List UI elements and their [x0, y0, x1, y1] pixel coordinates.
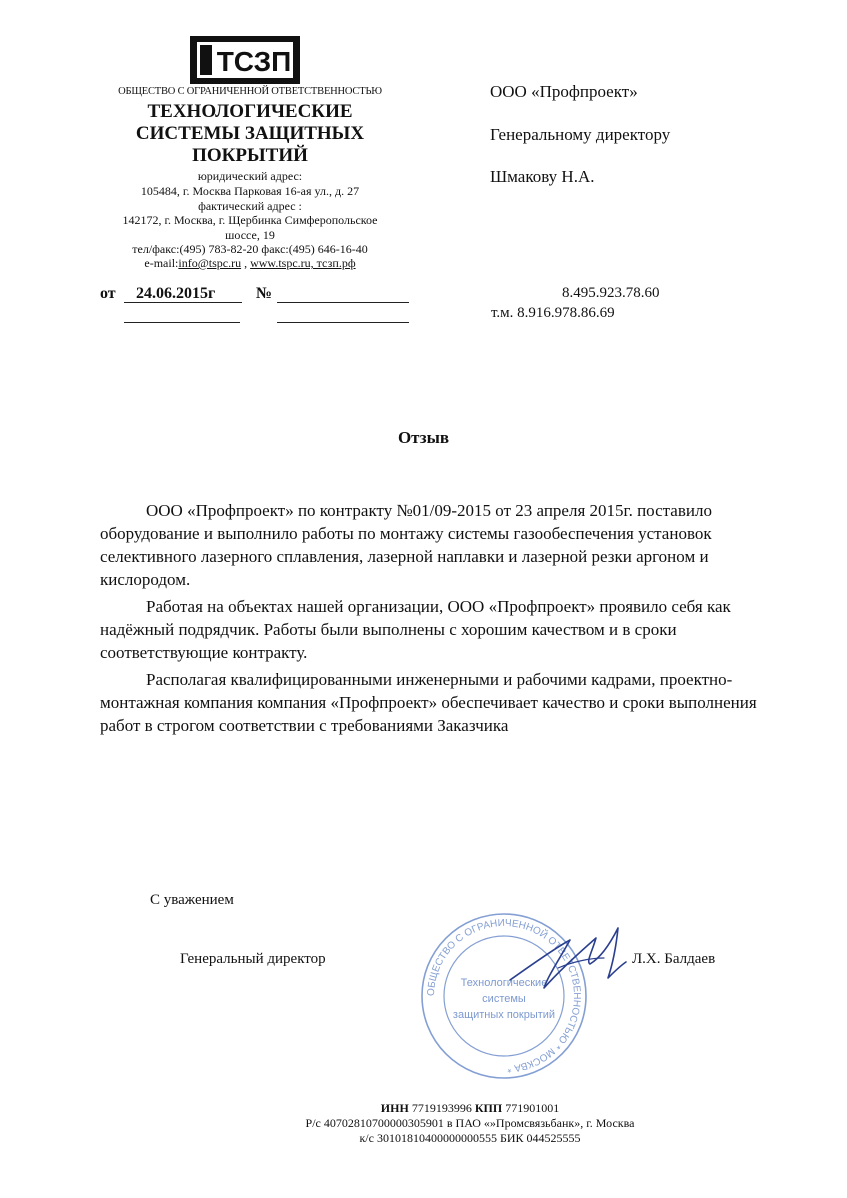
- recipient-position: Генеральному директору: [490, 125, 671, 144]
- document-title: Отзыв: [397, 428, 450, 447]
- company-legal-form: ОБЩЕСТВО С ОГРАНИЧЕННОЙ ОТВЕТСТВЕННОСТЬЮ: [118, 86, 382, 97]
- svg-text:ТСЗП: ТСЗП: [216, 46, 292, 77]
- number-underline: [277, 302, 409, 303]
- actual-address-label: фактический адрес :: [198, 199, 302, 213]
- legal-address-label: юридический адрес:: [197, 169, 303, 183]
- email-label: e-mail:: [144, 256, 179, 270]
- body-paragraph: Располагая квалифицированными инженерными и рабочими кадрами, проектно-монтажная компания компания «Профпроект» обеспечивает качество и сроки выполнения работ в строгом соответствии с требованиями Заказчика: [100, 670, 757, 735]
- company-name-line: СИСТЕМЫ ЗАЩИТНЫХ: [135, 123, 365, 144]
- recipient-mobile: т.м. 8.916.978.86.69: [491, 305, 615, 321]
- company-name-line: ТЕХНОЛОГИЧЕСКИЕ: [147, 101, 353, 122]
- footer-tax-ids: [250, 1101, 690, 1116]
- svg-text:защитных покрытий: защитных покрытий: [452, 1009, 556, 1021]
- letter-body: [100, 499, 760, 737]
- company-name-line: ПОКРЫТИЙ: [192, 145, 308, 166]
- separator: ,: [241, 256, 248, 270]
- date-underline: [124, 302, 242, 303]
- signer-position: Генеральный директор: [180, 951, 326, 967]
- date-label: от: [100, 285, 116, 302]
- legal-address: 105484, г. Москва Парковая 16-ая ул., д. 27: [140, 184, 360, 198]
- recipient-company: ООО «Профпроект»: [490, 82, 638, 101]
- website-link[interactable]: www.tspc.ru, тсзп.рф: [250, 256, 356, 270]
- company-name: [100, 101, 400, 167]
- letter-date: 24.06.2015г: [136, 285, 216, 302]
- signer-name: Л.Х. Балдаев: [632, 951, 716, 967]
- phone-fax: тел/факс:(495) 783-82-20 факс:(495) 646-16-40: [132, 242, 368, 256]
- kpp-label: КПП: [474, 1101, 503, 1115]
- recipient-name: Шмакову Н.А.: [490, 167, 595, 186]
- footer-corr-account: к/с 30101810400000000555 БИК 044525555: [359, 1131, 581, 1145]
- email-link[interactable]: info@tspc.ru: [178, 256, 242, 270]
- svg-text:ОБЩЕСТВО С ОГРАНИЧЕННОЙ ОТВЕТС: ОБЩЕСТВО С ОГРАНИЧЕННОЙ ОТВЕТСТВЕННОСТЬЮ * МОСКВА *: [425, 917, 583, 1074]
- kpp-value: 771901001: [505, 1101, 560, 1115]
- company-logo: [190, 36, 300, 84]
- number-label: №: [256, 285, 273, 302]
- date-underline-2: [124, 322, 240, 323]
- number-underline-2: [277, 322, 409, 323]
- svg-text:Технологические: Технологические: [460, 977, 548, 989]
- body-paragraph: ООО «Профпроект» по контракту №01/09-2015 от 23 апреля 2015г. поставило оборудование и выполнило работы по монтажу системы газообеспечения установок селективного лазерного сплавления, лазерной наплавки и лазерной резки аргоном и кислородом.: [100, 501, 712, 589]
- contact-links: [100, 256, 400, 271]
- handwritten-signature: [500, 918, 630, 998]
- recipient-phone: 8.495.923.78.60: [562, 285, 660, 301]
- closing-regards: С уважением: [150, 892, 234, 908]
- inn-value: 7719193996: [411, 1101, 472, 1115]
- actual-address-line: шоссе, 19: [225, 228, 275, 242]
- svg-text:системы: системы: [482, 993, 526, 1005]
- body-paragraph: Работая на объектах нашей организации, ООО «Профпроект» проявило себя как надёжный подрядчик. Работы были выполнены с хорошим качеством и в сроки соответствующие контракту.: [100, 597, 731, 662]
- actual-address-line: 142172, г. Москва, г. Щербинка Симферопольское: [122, 213, 378, 227]
- footer-bank-account: Р/с 40702810700000305901 в ПАО «»Промсвязьбанк», г. Москва: [305, 1116, 635, 1130]
- inn-label: ИНН: [380, 1101, 409, 1115]
